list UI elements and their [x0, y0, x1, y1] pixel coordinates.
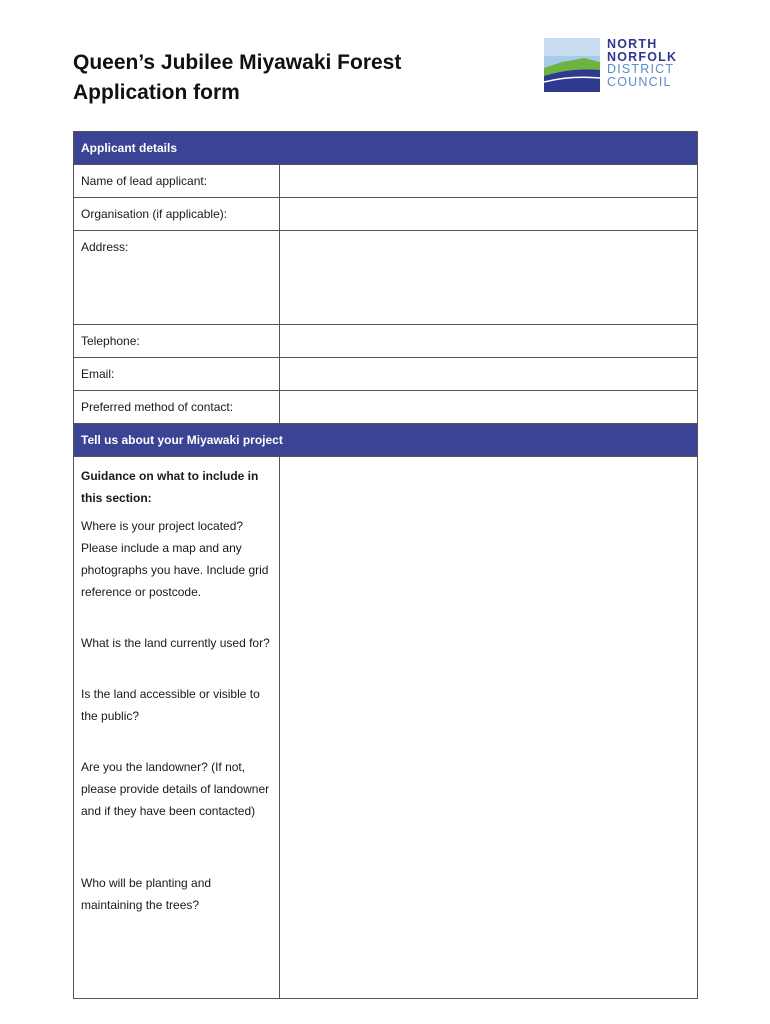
field-label: Preferred method of contact: [74, 391, 280, 424]
page-title [73, 48, 401, 108]
email-field[interactable] [280, 358, 698, 391]
council-logo-text [607, 38, 677, 88]
logo-line-3: DISTRICT [607, 62, 675, 76]
guidance-item: What is the land currently used for? [81, 636, 270, 650]
contact-method-field[interactable] [280, 391, 698, 424]
guidance-item: Where is your project located? Please include a map and any photographs you have. Include grid reference or postcode. [81, 519, 269, 599]
form-row-contact-method [74, 391, 698, 424]
field-label: Address: [74, 231, 280, 325]
council-logo-emblem [544, 38, 600, 92]
guidance-panel [74, 457, 280, 999]
council-logo [544, 38, 694, 92]
form-row-email [74, 358, 698, 391]
project-answer-field[interactable] [280, 457, 698, 999]
lead-applicant-name-field[interactable] [280, 165, 698, 198]
guidance-heading: Guidance on what to include in this section: [81, 469, 259, 505]
application-form-table [73, 131, 698, 999]
logo-line-1: NORTH [607, 37, 658, 51]
telephone-field[interactable] [280, 325, 698, 358]
form-row-project-guidance [74, 457, 698, 999]
form-row-name [74, 165, 698, 198]
section-header-project [74, 424, 698, 457]
guidance-item: Are you the landowner? (If not, please provide details of landowner and if they have been contacted) [81, 760, 270, 818]
guidance-item: Is the land accessible or visible to the public? [81, 687, 260, 723]
form-row-address [74, 231, 698, 325]
title-line-2: Application form [73, 81, 240, 104]
logo-line-4: COUNCIL [607, 74, 672, 89]
title-line-1: Queen’s Jubilee Miyawaki Forest [73, 51, 402, 74]
section-title-project: Tell us about your Miyawaki project [74, 424, 698, 457]
field-label: Email: [74, 358, 280, 391]
address-field[interactable] [280, 231, 698, 325]
guidance-item: Who will be planting and maintaining the trees? [81, 876, 212, 912]
organisation-field[interactable] [280, 198, 698, 231]
form-row-telephone [74, 325, 698, 358]
field-label: Organisation (if applicable): [74, 198, 280, 231]
form-row-organisation [74, 198, 698, 231]
section-title-applicant: Applicant details [74, 132, 698, 165]
section-header-applicant [74, 132, 698, 165]
field-label: Telephone: [74, 325, 280, 358]
field-label: Name of lead applicant: [74, 165, 280, 198]
logo-line-2: NORFOLK [607, 49, 678, 64]
